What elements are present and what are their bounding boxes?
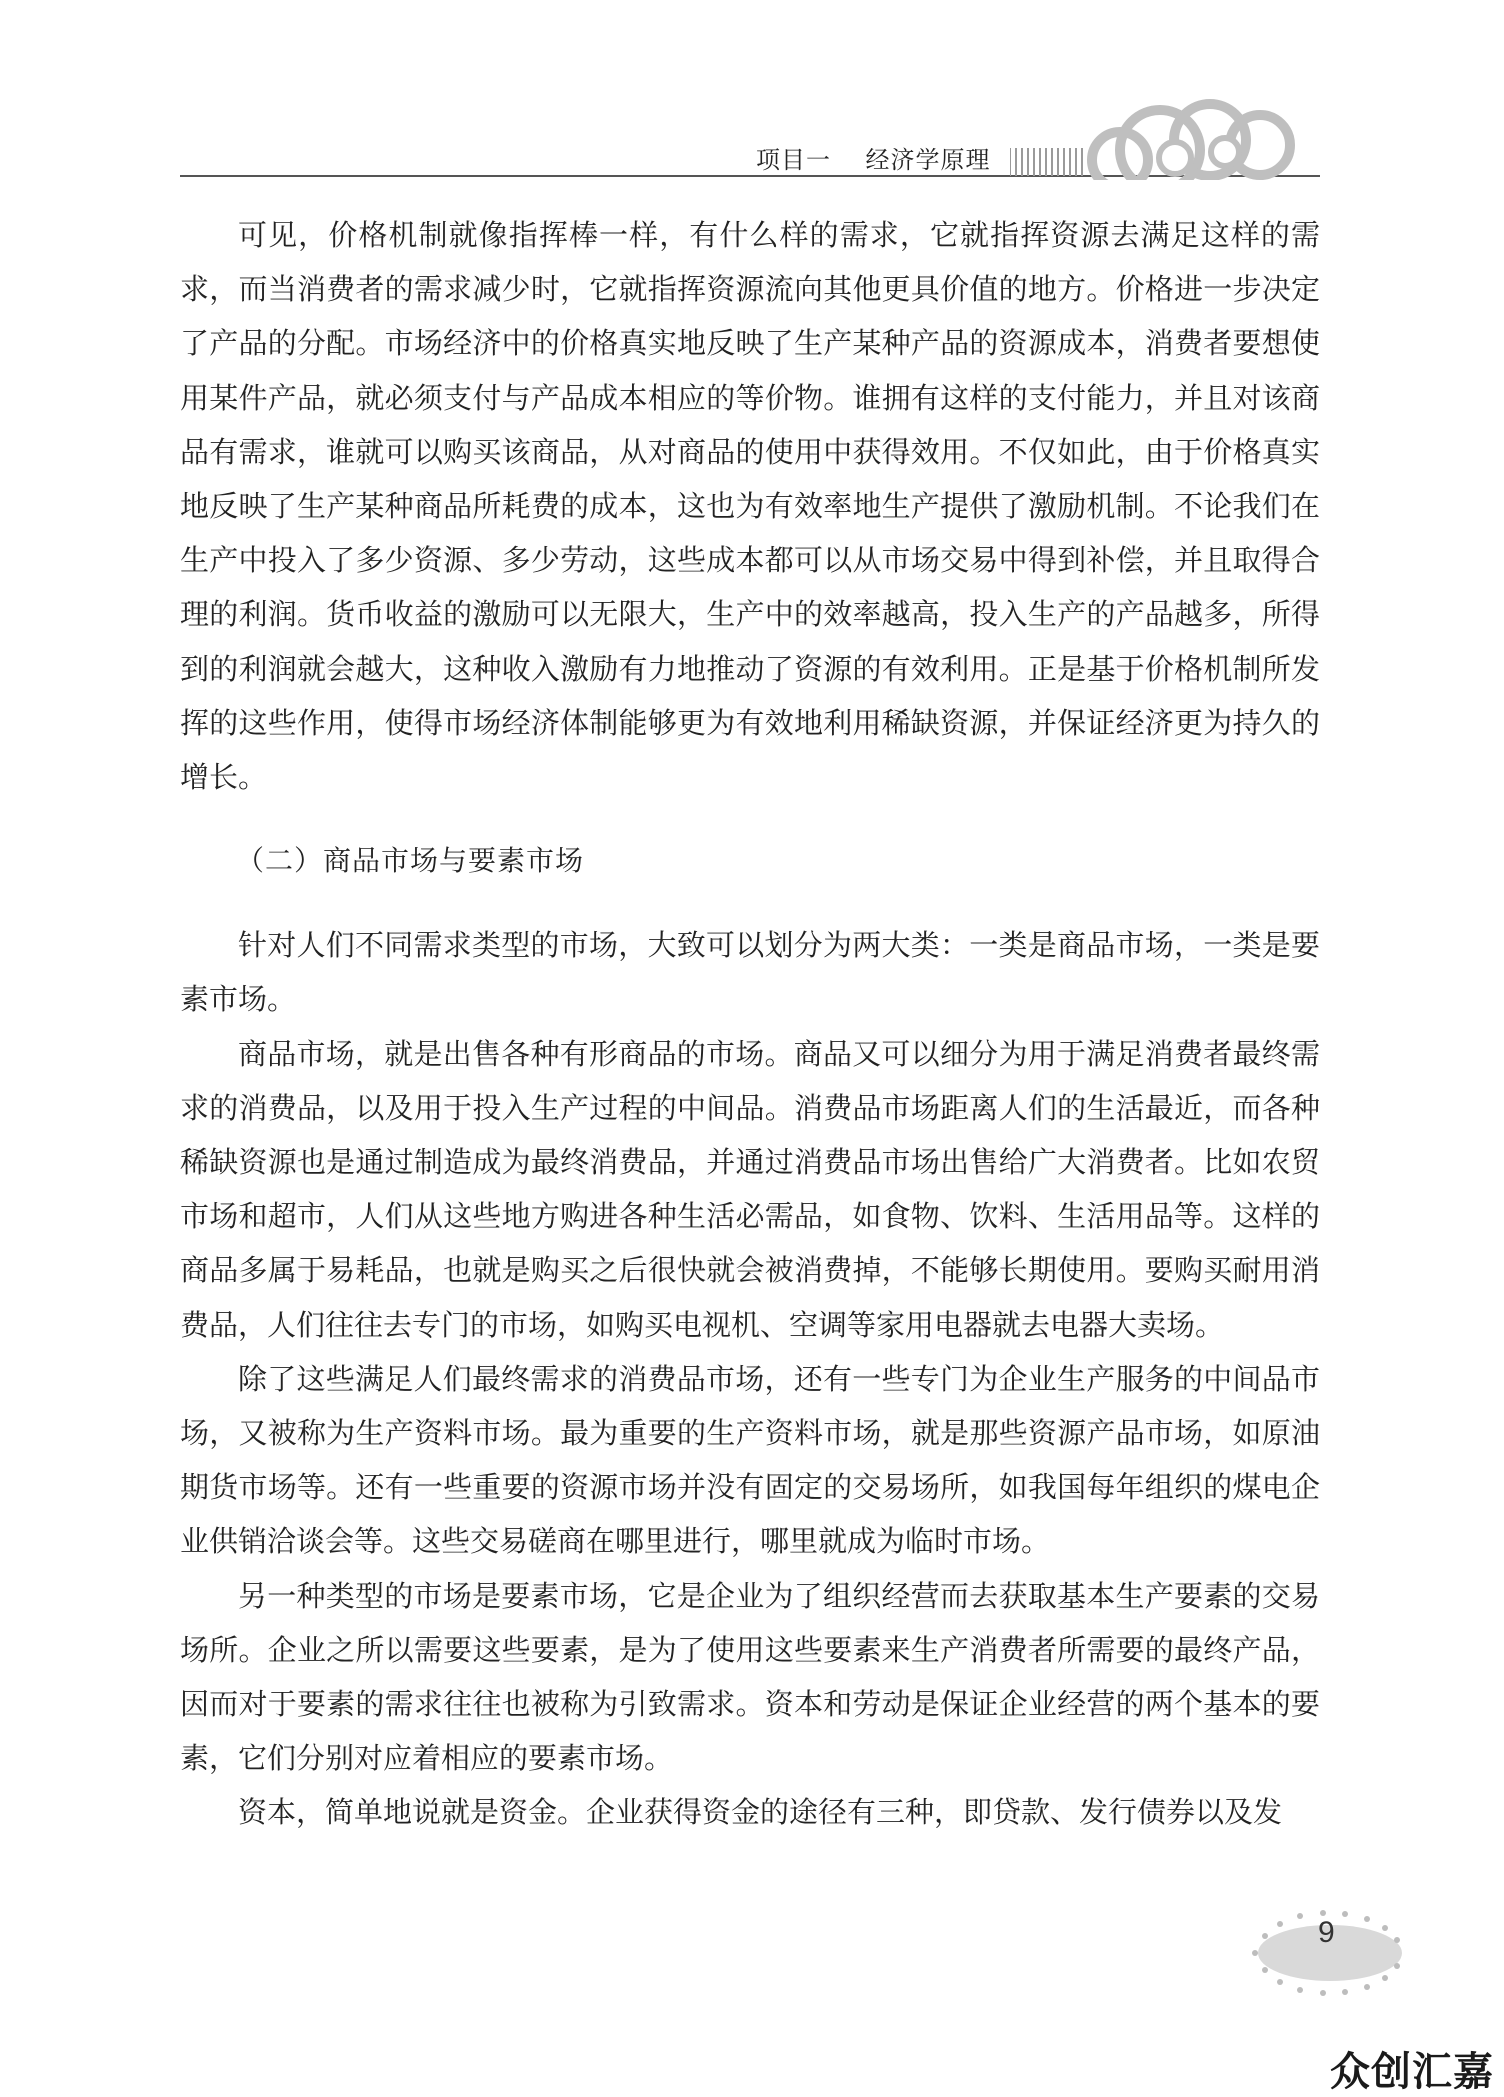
header-cloud-decoration (1010, 90, 1330, 180)
body-paragraph: 可见，价格机制就像指挥棒一样，有什么样的需求，它就指挥资源去满足这样的需求，而当消费者的需求减少时，它就指挥资源流向其他更具价值的地方。价格进一步决定了产品的分配。市场经济中的价格真实地反映了生产某种产品的资源成本，消费者要想使用某件产品，就必须支付与产品成本相应的等价物。谁拥有这样的支付能力，并且对该商品有需求，谁就可以购买该商品，从对商品的使用中获得效用。不仅如此，由于价格真实地反映了生产某种商品所耗费的成本，这也为有效率地生产提供了激励机制。不论我们在生产中投入了多少资源、多少劳动，这些成本都可以从市场交易中得到补偿，并且取得合理的利润。货币收益的激励可以无限大，生产中的效率越高，投入生产的产品越多，所得到的利润就会越大，这种收入激励有力地推动了资源的有效利用。正是基于价格机制所发挥的这些作用，使得市场经济体制能够更为有效地利用稀缺资源，并保证经济更为持久的增长。 (180, 218, 1320, 795)
running-header-title (756, 140, 991, 175)
section-heading: （二）商品市场与要素市场 (236, 844, 585, 878)
watermark-logo: 众创汇嘉 (1330, 2049, 1494, 2095)
body-paragraph: 除了这些满足人们最终需求的消费品市场，还有一些专门为企业生产服务的中间品市场，又被称为生产资料市场。最为重要的生产资料市场，就是那些资源产品市场，如原油期货市场等。还有一些重要的资源市场并没有固定的交易场所，如我国每年组织的煤电企业供销洽谈会等。这些交易磋商在哪里进行，哪里就成为临时市场。 (180, 1361, 1320, 1559)
page-header (0, 0, 1504, 180)
body-paragraph: 商品市场，就是出售各种有形商品的市场。商品又可以细分为用于满足消费者最终需求的消费品，以及用于投入生产过程的中间品。消费品市场距离人们的生活最近，而各种稀缺资源也是通过制造成为最终消费品，并通过消费品市场出售给广大消费者。比如农贸市场和超市，人们从这些地方购进各种生活必需品，如食物、饮料、生活用品等。这样的商品多属于易耗品，也就是购买之后很快就会被消费掉，不能够长期使用。要购买耐用消费品，人们往往去专门的市场，如购买电视机、空调等家用电器就去电器大卖场。 (180, 1036, 1320, 1342)
header-section: 项目一 (756, 146, 831, 174)
body-paragraph: 另一种类型的市场是要素市场，它是企业为了组织经营而去获取基本生产要素的交易场所。企业之所以需要这些要素，是为了使用这些要素来生产消费者所需要的最终产品，因而对于要素的需求往往也被称为引致需求。资本和劳动是保证企业经营的两个基本的要素，它们分别对应着相应的要素市场。 (180, 1578, 1320, 1776)
header-chapter-title: 经济学原理 (865, 146, 991, 174)
body-paragraph: 针对人们不同需求类型的市场，大致可以划分为两大类：一类是商品市场，一类是要素市场。 (180, 928, 1320, 1017)
page-body (180, 208, 1320, 1840)
body-paragraph: 资本，简单地说就是资金。企业获得资金的途径有三种，即贷款、发行债券以及发 (238, 1795, 1283, 1830)
page-number: 9 (1318, 1916, 1335, 1949)
